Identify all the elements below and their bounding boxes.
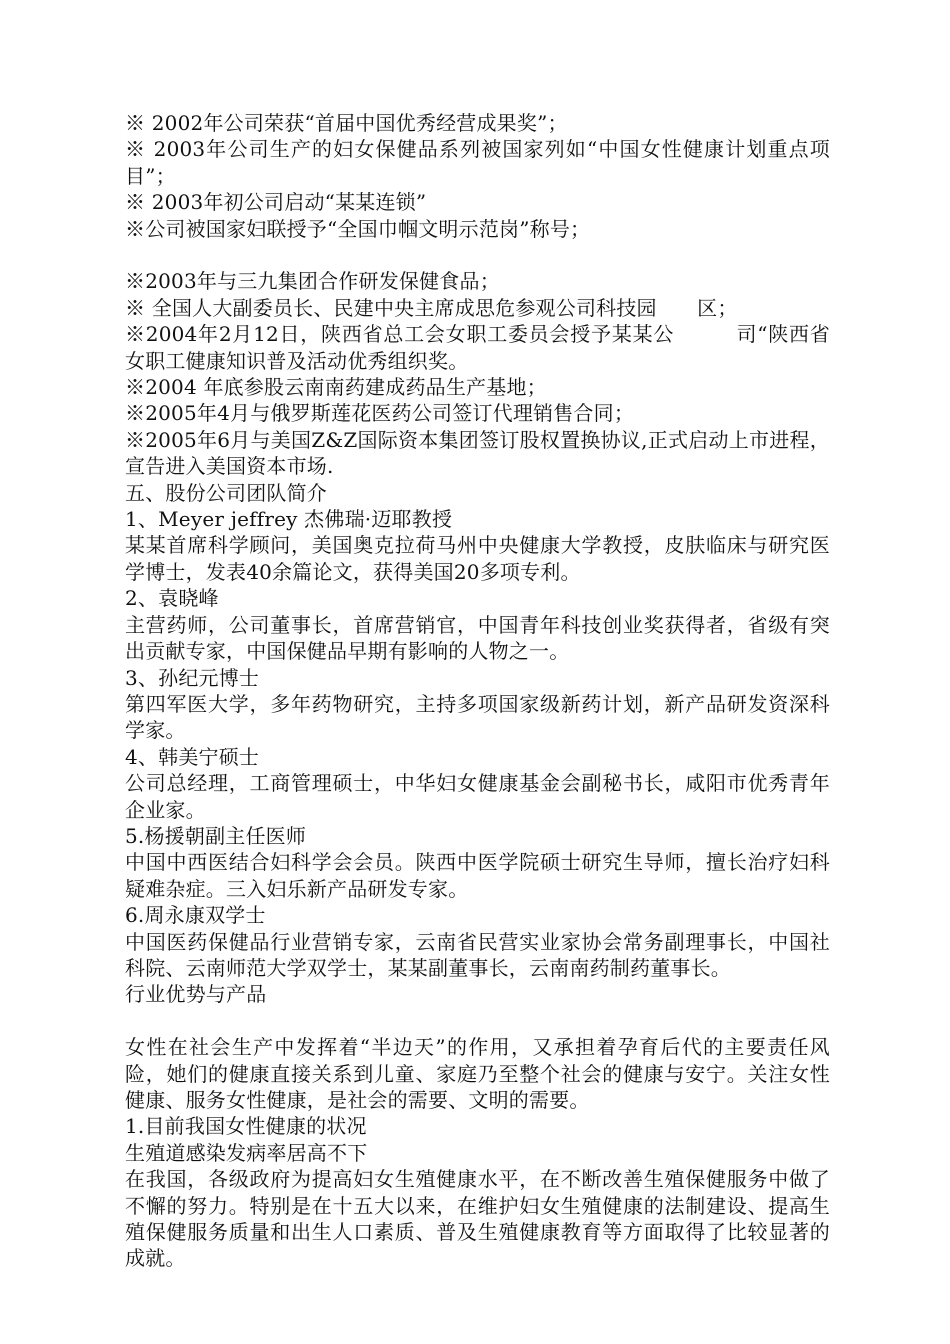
team-member-name: 1、Meyer jeffrey 杰佛瑞·迈耶教授: [125, 507, 453, 532]
milestone-item: ※2004年2月12日，陕西省总工会女职工委员会授予某某公 司“陕西省女职工健康知识普及活动优秀组织奖。: [125, 322, 830, 373]
milestone-item: ※2005年4月与俄罗斯莲花医药公司签订代理销售合同；: [125, 401, 635, 426]
team-member-name: 5.杨援朝副主任医师: [125, 823, 307, 848]
milestone-item: ※2005年6月与美国Z&Z国际资本集团签订股权置换协议,正式启动上市进程，宣告进入美国资本市场.: [125, 427, 830, 479]
milestone-item: ※公司被国家妇联授予“全国巾帼文明示范岗”称号；: [125, 216, 591, 241]
team-member-desc: 主营药师，公司董事长，首席营销官，中国青年科技创业奖获得者，省级有突出贡献专家，中国保健品早期有影响的人物之一。: [125, 612, 830, 664]
blank-line: [125, 1008, 830, 1034]
industry-intro: 女性在社会生产中发挥着“半边天”的作用，又承担着孕育后代的主要责任风险，她们的健康直接关系到儿童、家庭乃至整个社会的健康与安宁。关注女性健康、服务女性健康，是社会的需要、文明的需要。: [125, 1035, 830, 1112]
team-member-desc: 中国中西医结合妇科学会会员。陕西中医学院硕士研究生导师，擅长治疗妇科疑难杂症。三入妇乐新产品研发专家。: [125, 850, 830, 901]
section-title: 1.目前我国女性健康的状况: [125, 1114, 367, 1139]
subsection-title: 生殖道感染发病率居高不下: [125, 1140, 368, 1165]
team-member-name: 2、袁晓峰: [125, 586, 219, 611]
team-member-name: 4、韩美宁硕士: [125, 744, 260, 769]
milestone-item: ※2004 年底参股云南南药建成药品生产基地；: [125, 375, 547, 400]
team-member-desc: 公司总经理，工商管理硕士，中华妇女健康基金会副秘书长，咸阳市优秀青年企业家。: [125, 771, 830, 822]
team-heading: 五、股份公司团队简介: [125, 480, 327, 505]
milestone-item: ※ 2003年初公司启动“某某连锁”: [125, 190, 427, 215]
team-member-desc: 某某首席科学顾问，美国奥克拉荷马州中央健康大学教授，皮肤临床与研究医学博士，发表40余篇论文，获得美国20多项专利。: [125, 533, 830, 584]
industry-heading: 行业优势与产品: [125, 982, 267, 1007]
blank-line: [125, 242, 830, 268]
team-member-name: 6.周永康双学士: [125, 903, 266, 928]
body-paragraph: 在我国，各级政府为提高妇女生殖健康水平，在不断改善生殖保健服务中做了不懈的努力。特别是在十五大以来，在维护妇女生殖健康的法制建设、提高生殖保健服务质量和出生人口素质、普及生殖健康教育等方面取得了比较显著的成就。: [125, 1167, 830, 1271]
milestone-item: ※ 全国人大副委员长、民建中央主席成思危参观公司科技园 区；: [125, 295, 738, 320]
document-page: [125, 110, 830, 1272]
milestone-item: ※ 2003年公司生产的妇女保健品系列被国家列如“中国女性健康计划重点项目”；: [125, 137, 830, 188]
milestone-item: ※ 2002年公司荣获“首届中国优秀经营成果奖”；: [125, 111, 568, 135]
team-member-desc: 中国医药保健品行业营销专家，云南省民营实业家协会常务副理事长，中国社科院、云南师范大学双学士，某某副董事长，云南南药制药董事长。: [125, 929, 830, 980]
milestone-item: ※2003年与三九集团合作研发保健食品；: [125, 269, 500, 294]
team-member-desc: 第四军医大学，多年药物研究，主持多项国家级新药计划，新产品研发资深科学家。: [125, 691, 830, 743]
team-member-name: 3、孙纪元博士: [125, 665, 260, 690]
